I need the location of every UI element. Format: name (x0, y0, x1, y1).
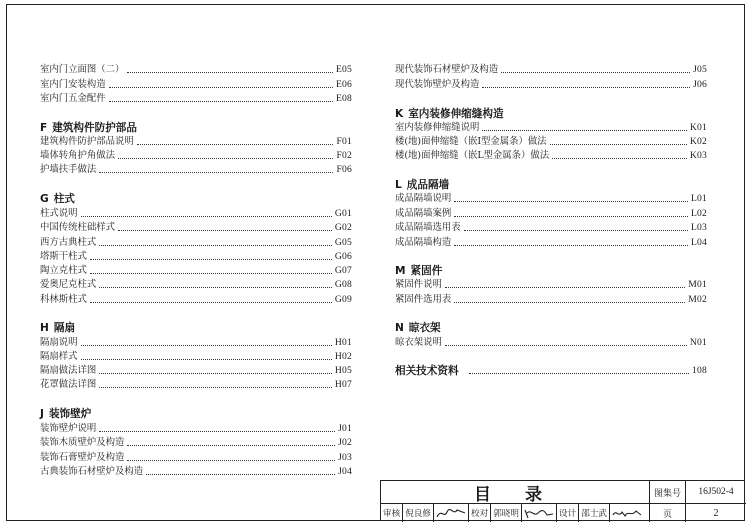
entry-code: 108 (692, 365, 707, 376)
section-heading-k (395, 106, 504, 120)
section-letter: M (395, 265, 406, 277)
dot-leader (118, 158, 333, 159)
dot-leader (501, 72, 690, 73)
entry-code: H02 (334, 351, 352, 362)
entry-label: 室内门立面图（二） (40, 64, 125, 75)
entry-label: 成品隔墙案例 (395, 208, 452, 219)
entry-code: G06 (334, 251, 352, 262)
entry-label: 中国传统柱础样式 (40, 222, 116, 233)
section-letter: H (40, 322, 49, 334)
checker-signature (522, 504, 556, 522)
entry-code: E05 (335, 64, 352, 75)
entry-code: K01 (689, 122, 707, 133)
atlas-number-label: 图集号 (650, 481, 686, 504)
toc-entry[interactable] (40, 206, 352, 220)
entry-code: M01 (688, 279, 707, 290)
toc-entry[interactable] (395, 62, 707, 76)
title-block (380, 480, 745, 521)
toc-entry-related[interactable] (395, 363, 707, 377)
entry-label: 楼(地)面伸缩缝（嵌L型金属条）做法 (395, 150, 550, 161)
toc-entry[interactable] (40, 220, 352, 234)
entry-label: 室内门五金配件 (40, 93, 106, 104)
toc-entry[interactable] (40, 148, 352, 162)
toc-entry[interactable] (40, 349, 352, 363)
entry-code: G08 (334, 279, 352, 290)
toc-entry[interactable] (40, 62, 352, 76)
entry-label: 科林斯柱式 (40, 294, 87, 305)
toc-entry[interactable] (395, 235, 707, 249)
toc-entry[interactable] (40, 464, 352, 478)
entry-label: 西方古典柱式 (40, 237, 97, 248)
entry-label: 柱式说明 (40, 208, 78, 219)
toc-entry[interactable] (395, 134, 707, 148)
entry-label: 成品隔墙构造 (395, 237, 452, 248)
dot-leader (99, 431, 335, 432)
entry-label: 隔扇做法详图 (40, 365, 97, 376)
page-number: 2 (713, 507, 719, 519)
toc-entry[interactable] (40, 421, 352, 435)
toc-entry[interactable] (40, 377, 352, 391)
entry-code: J05 (693, 64, 707, 75)
entry-label: 紧固件选用表 (395, 294, 452, 305)
section-title: 柱式 (53, 193, 75, 205)
entry-label: 相关技术资料 (395, 365, 459, 377)
dot-leader (99, 373, 332, 374)
dot-leader (90, 302, 332, 303)
dot-leader (469, 373, 689, 374)
dot-leader (81, 216, 332, 217)
entry-label: 隔扇样式 (40, 351, 78, 362)
toc-entry[interactable] (40, 162, 352, 176)
dot-leader (445, 287, 685, 288)
entry-label: 成品隔墙说明 (395, 193, 452, 204)
toc-entry[interactable] (40, 292, 352, 306)
section-heading-n (395, 320, 441, 334)
entry-code: G07 (334, 265, 352, 276)
entry-label: 建筑构件防护部品说明 (40, 136, 134, 147)
entry-label: 墙体转角护角做法 (40, 150, 116, 161)
section-title: 紧固件 (410, 265, 443, 277)
dot-leader (109, 101, 333, 102)
entry-code: J03 (338, 452, 352, 463)
toc-entry[interactable] (395, 277, 707, 291)
page-label: 页 (650, 504, 686, 522)
section-heading-g (40, 191, 75, 205)
section-letter: J (40, 408, 44, 420)
toc-entry[interactable] (40, 277, 352, 291)
entry-code: J02 (338, 437, 352, 448)
entry-label: 爱奥尼克柱式 (40, 279, 97, 290)
entry-code: M02 (688, 294, 707, 305)
toc-entry[interactable] (40, 134, 352, 148)
dot-leader (464, 230, 688, 231)
entry-label: 现代装饰石材壁炉及构造 (395, 64, 499, 75)
section-title: 隔扇 (53, 322, 76, 334)
entry-label: 护墙扶手做法 (40, 164, 97, 175)
entry-code: L04 (690, 237, 707, 248)
dot-leader (90, 273, 332, 274)
section-title: 装饰壁炉 (48, 408, 92, 420)
section-heading-m (395, 263, 442, 277)
dot-leader (137, 144, 334, 145)
entry-label: 楼(地)面伸缩缝（嵌I型金属条）做法 (395, 136, 547, 147)
section-letter: F (40, 122, 48, 134)
designer-signature (610, 504, 644, 522)
dot-leader (109, 87, 333, 88)
entry-code: L02 (690, 208, 707, 219)
toc-entry[interactable] (395, 77, 707, 91)
entry-label: 成品隔墙选用表 (395, 222, 461, 233)
dot-leader (454, 201, 688, 202)
dot-leader (445, 345, 687, 346)
entry-label: 晾衣架说明 (395, 337, 442, 348)
entry-code: L01 (690, 193, 707, 204)
toc-entry[interactable] (40, 363, 352, 377)
section-letter: G (40, 193, 49, 205)
entry-label: 紧固件说明 (395, 279, 442, 290)
review-label: 审核 (383, 509, 401, 519)
dot-leader (118, 230, 332, 231)
section-letter: K (395, 108, 404, 120)
entry-label: 装饰石膏壁炉及构造 (40, 452, 125, 463)
section-title: 建筑构件防护部品 (52, 122, 137, 134)
dot-leader (482, 130, 686, 131)
entry-code: K03 (689, 150, 707, 161)
entry-code: E08 (335, 93, 352, 104)
reviewer-name: 倪良修 (405, 509, 431, 519)
section-title: 成品隔墙 (406, 179, 450, 191)
dot-leader (99, 172, 333, 173)
toc-entry[interactable] (40, 235, 352, 249)
dot-leader (482, 87, 690, 88)
dot-leader (99, 387, 332, 388)
entry-code: F02 (336, 150, 352, 161)
designer-name: 邵士武 (581, 509, 607, 519)
entry-label: 室内装修伸缩缝说明 (395, 122, 480, 133)
entry-code: H01 (334, 337, 352, 348)
entry-label: 现代装饰壁炉及构造 (395, 79, 480, 90)
entry-label: 装饰壁炉说明 (40, 423, 97, 434)
dot-leader (552, 158, 687, 159)
toc-entry[interactable] (395, 120, 707, 134)
entry-code: J04 (338, 466, 352, 477)
dot-leader (127, 460, 335, 461)
section-heading-l (395, 177, 449, 191)
dot-leader (146, 474, 335, 475)
toc-entry[interactable] (395, 292, 707, 306)
dot-leader (81, 359, 332, 360)
section-heading-h (40, 320, 75, 334)
dot-leader (99, 287, 332, 288)
entry-code: F06 (336, 164, 352, 175)
toc-entry[interactable] (395, 206, 707, 220)
toc-entry[interactable] (40, 335, 352, 349)
toc-entry[interactable] (395, 191, 707, 205)
dot-leader (454, 245, 688, 246)
dot-leader (127, 72, 333, 73)
sheet-title: 目 录 (381, 481, 650, 504)
toc-entry[interactable] (40, 249, 352, 263)
entry-code: G09 (334, 294, 352, 305)
section-letter: L (395, 179, 402, 191)
entry-label: 塔斯干柱式 (40, 251, 87, 262)
entry-code: J06 (693, 79, 707, 90)
section-letter: N (395, 322, 404, 334)
signature-row (381, 504, 650, 522)
entry-code: N01 (689, 337, 707, 348)
entry-code: G02 (334, 222, 352, 233)
dot-leader (127, 445, 335, 446)
section-title: 室内装修伸缩缝构造 (408, 108, 504, 120)
section-heading-j (40, 406, 91, 420)
design-label: 设计 (559, 509, 577, 519)
dot-leader (454, 302, 685, 303)
entry-code: J01 (338, 423, 352, 434)
section-title: 晾衣架 (408, 322, 441, 334)
dot-leader (99, 245, 332, 246)
section-heading-f (40, 120, 137, 134)
dot-leader (81, 345, 332, 346)
toc-entry[interactable] (40, 435, 352, 449)
toc-entry[interactable] (395, 335, 707, 349)
entry-label: 陶立克柱式 (40, 265, 87, 276)
entry-code: E06 (335, 79, 352, 90)
checker-name: 郭晓明 (493, 509, 519, 519)
dot-leader (550, 144, 687, 145)
entry-label: 隔扇说明 (40, 337, 78, 348)
check-label: 校对 (471, 509, 489, 519)
entry-label: 古典装饰石材壁炉及构造 (40, 466, 144, 477)
toc-entry[interactable] (40, 91, 352, 105)
reviewer-signature (434, 504, 468, 522)
entry-label: 室内门安装构造 (40, 79, 106, 90)
entry-code: K02 (689, 136, 707, 147)
entry-code: L03 (690, 222, 707, 233)
toc-entry[interactable] (40, 77, 352, 91)
entry-code: H05 (334, 365, 352, 376)
entry-code: G05 (334, 237, 352, 248)
entry-label: 装饰木质壁炉及构造 (40, 437, 125, 448)
toc-entry[interactable] (395, 148, 707, 162)
dot-leader (454, 216, 688, 217)
toc-entry[interactable] (395, 220, 707, 234)
toc-entry[interactable] (40, 263, 352, 277)
entry-code: G01 (334, 208, 352, 219)
atlas-number-value: 16J502-4 (686, 481, 746, 504)
dot-leader (90, 259, 332, 260)
entry-label: 花罩做法详图 (40, 379, 97, 390)
entry-code: F01 (336, 136, 352, 147)
toc-entry[interactable] (40, 450, 352, 464)
entry-code: H07 (334, 379, 352, 390)
